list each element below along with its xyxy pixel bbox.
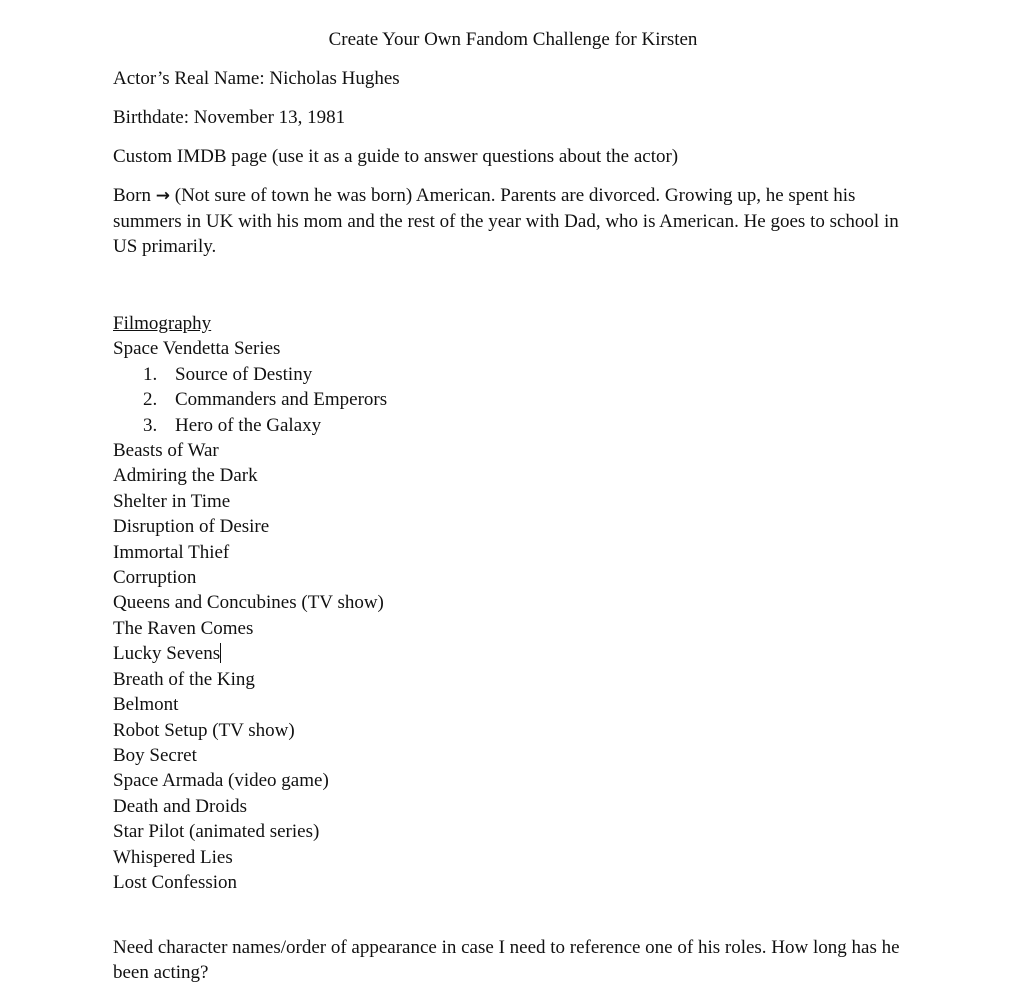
series-item-title: Hero of the Galaxy: [175, 414, 322, 436]
filmography-section: [113, 311, 913, 895]
birthdate-line: Birthdate: November 13, 1981: [113, 107, 346, 128]
series-item-title: Commanders and Emperors: [175, 389, 388, 411]
film-item: Star Pilot (animated series): [113, 821, 320, 843]
film-item: Belmont: [113, 694, 179, 716]
film-item: Boy Secret: [113, 744, 197, 766]
film-item: Beasts of War: [113, 440, 219, 462]
film-item: Robot Setup (TV show): [113, 719, 295, 741]
series-list-item: [113, 413, 913, 438]
right-arrow-icon: →: [155, 186, 170, 206]
closing-note: Need character names/order of appearance in case I need to reference one of his roles. How long has he been acting?: [113, 937, 900, 983]
film-item: Space Armada (video game): [113, 770, 329, 792]
film-item: Corruption: [113, 567, 197, 589]
born-text: (Not sure of town he was born) American. Parents are divorced. Growing up, he spent his summers in UK with his mom and the rest of the year with Dad, who is American. He goes to school in US primarily.: [113, 185, 899, 257]
film-item: The Raven Comes: [113, 617, 254, 639]
series-list-item: [113, 387, 913, 412]
real-name-line: Actor’s Real Name: Nicholas Hughes: [113, 68, 400, 89]
list-number: 3.: [143, 414, 158, 436]
series-item-title: Source of Destiny: [175, 363, 313, 385]
series-list-item: [113, 362, 913, 387]
born-label: Born: [113, 185, 151, 206]
film-item: Shelter in Time: [113, 490, 231, 512]
born-paragraph: [113, 183, 913, 259]
document-title: Create Your Own Fandom Challenge for Kirsten: [328, 29, 698, 50]
film-item: Lost Confession: [113, 871, 238, 893]
list-number: 2.: [143, 389, 158, 411]
film-item: Queens and Concubines (TV show): [113, 592, 384, 614]
film-item: Death and Droids: [113, 795, 248, 817]
film-item-text: Lucky Sevens: [113, 643, 221, 665]
film-item: Breath of the King: [113, 668, 255, 690]
list-number: 1.: [143, 363, 158, 385]
film-item: Disruption of Desire: [113, 516, 270, 538]
filmography-heading: Filmography: [113, 313, 212, 334]
film-item: Immortal Thief: [113, 541, 230, 563]
film-item: Admiring the Dark: [113, 465, 258, 487]
film-item: Whispered Lies: [113, 846, 233, 868]
series-title: Space Vendetta Series: [113, 338, 281, 360]
film-item-with-cursor[interactable]: [113, 641, 913, 666]
text-cursor: [220, 643, 221, 663]
imdb-note-line: Custom IMDB page (use it as a guide to answer questions about the actor): [113, 146, 679, 167]
